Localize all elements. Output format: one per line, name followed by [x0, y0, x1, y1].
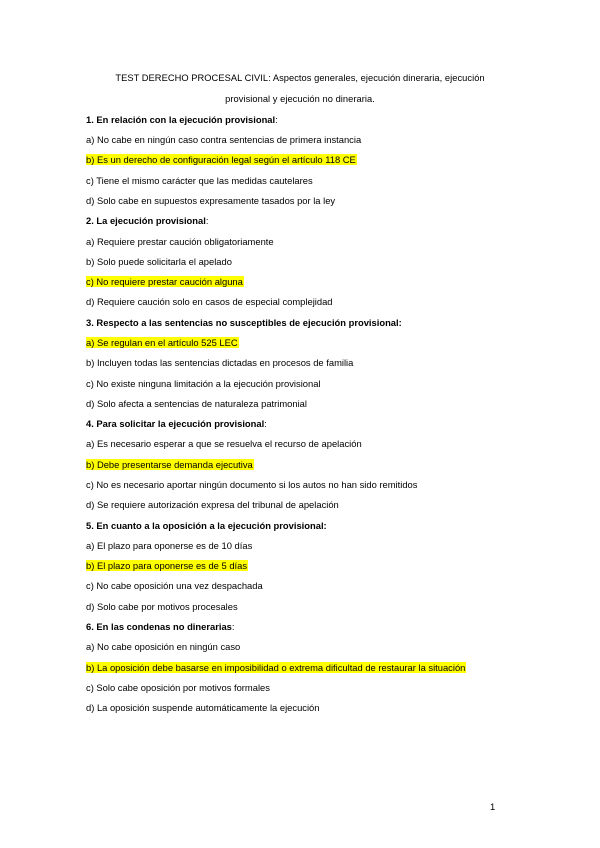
question-1 — [86, 114, 278, 126]
answer-highlight: b) Es un derecho de configuración legal según el artículo 118 CE — [86, 154, 356, 165]
question-4-option-c: c) No es necesario aportar ningún documento si los autos no han sido remitidos — [86, 479, 418, 490]
question-4 — [86, 418, 267, 430]
question-4-option-d: d) Se requiere autorización expresa del tribunal de apelación — [86, 499, 339, 510]
question-2 — [86, 215, 208, 227]
question-1-suffix: : — [275, 114, 278, 125]
question-2-suffix: : — [205, 215, 209, 226]
question-2-label: 2. La ejecución provisional — [86, 215, 206, 226]
question-2-option-c-correct — [86, 276, 244, 288]
question-3-option-a-correct — [86, 337, 239, 349]
question-1-option-c: c) Tiene el mismo carácter que las medidas cautelares — [86, 175, 313, 186]
question-1-option-a: a) No cabe en ningún caso contra sentencias de primera instancia — [86, 134, 362, 145]
question-4-suffix: : — [264, 418, 267, 429]
question-3-option-b: b) Incluyen todas las sentencias dictadas en procesos de familia — [86, 357, 354, 368]
question-4-option-b-correct — [86, 459, 254, 471]
question-3-label: 3. Respecto a las sentencias no susceptibles de ejecución provisional: — [86, 317, 402, 328]
document-title-line-2: provisional y ejecución no dineraria. — [225, 94, 375, 104]
question-4-label: 4. Para solicitar la ejecución provisional — [86, 418, 265, 429]
answer-highlight: c) No requiere prestar caución alguna — [86, 276, 243, 287]
question-6-option-a: a) No cabe oposición en ningún caso — [86, 641, 241, 652]
question-3-option-c: c) No existe ninguna limitación a la ejecución provisional — [86, 378, 321, 389]
answer-highlight: b) La oposición debe basarse en imposibilidad o extrema dificultad de restaurar la situación — [86, 662, 466, 673]
question-5 — [86, 520, 327, 532]
question-6-option-b-correct — [86, 662, 466, 674]
question-2-option-d: d) Requiere caución solo en casos de especial complejidad — [86, 296, 333, 307]
question-1-label: 1. En relación con la ejecución provisional — [86, 114, 276, 125]
question-1-option-d: d) Solo cabe en supuestos expresamente tasados por la ley — [86, 195, 336, 206]
question-2-option-b: b) Solo puede solicitarla el apelado — [86, 256, 232, 267]
question-6-suffix: : — [231, 621, 235, 632]
question-3-option-d: d) Solo afecta a sentencias de naturaleza patrimonial — [86, 398, 307, 409]
question-5-option-c: c) No cabe oposición una vez despachada — [86, 580, 263, 591]
question-5-option-d: d) Solo cabe por motivos procesales — [86, 601, 238, 612]
document-title-line-1: TEST DERECHO PROCESAL CIVIL: Aspectos generales, ejecución dineraria, ejecución — [115, 73, 485, 83]
question-6-option-c: c) Solo cabe oposición por motivos formales — [86, 682, 270, 693]
question-4-option-a: a) Es necesario esperar a que se resuelva el recurso de apelación — [86, 438, 362, 449]
answer-highlight: b) El plazo para oponerse es de 5 días — [86, 560, 248, 571]
question-6-option-d: d) La oposición suspende automáticamente la ejecución — [86, 702, 320, 713]
question-3 — [86, 317, 402, 329]
page-number: 1 — [490, 801, 496, 812]
answer-highlight: a) Se regulan en el artículo 525 LEC — [86, 337, 238, 348]
question-2-option-a: a) Requiere prestar caución obligatoriamente — [86, 236, 274, 247]
question-5-option-b-correct — [86, 560, 248, 572]
question-5-label: 5. En cuanto a la oposición a la ejecución provisional: — [86, 520, 327, 531]
question-1-option-b-correct — [86, 154, 357, 166]
question-6-label: 6. En las condenas no dinerarias — [86, 621, 232, 632]
answer-highlight: b) Debe presentarse demanda ejecutiva — [86, 459, 253, 470]
question-5-option-a: a) El plazo para oponerse es de 10 días — [86, 540, 253, 551]
question-6 — [86, 621, 235, 633]
